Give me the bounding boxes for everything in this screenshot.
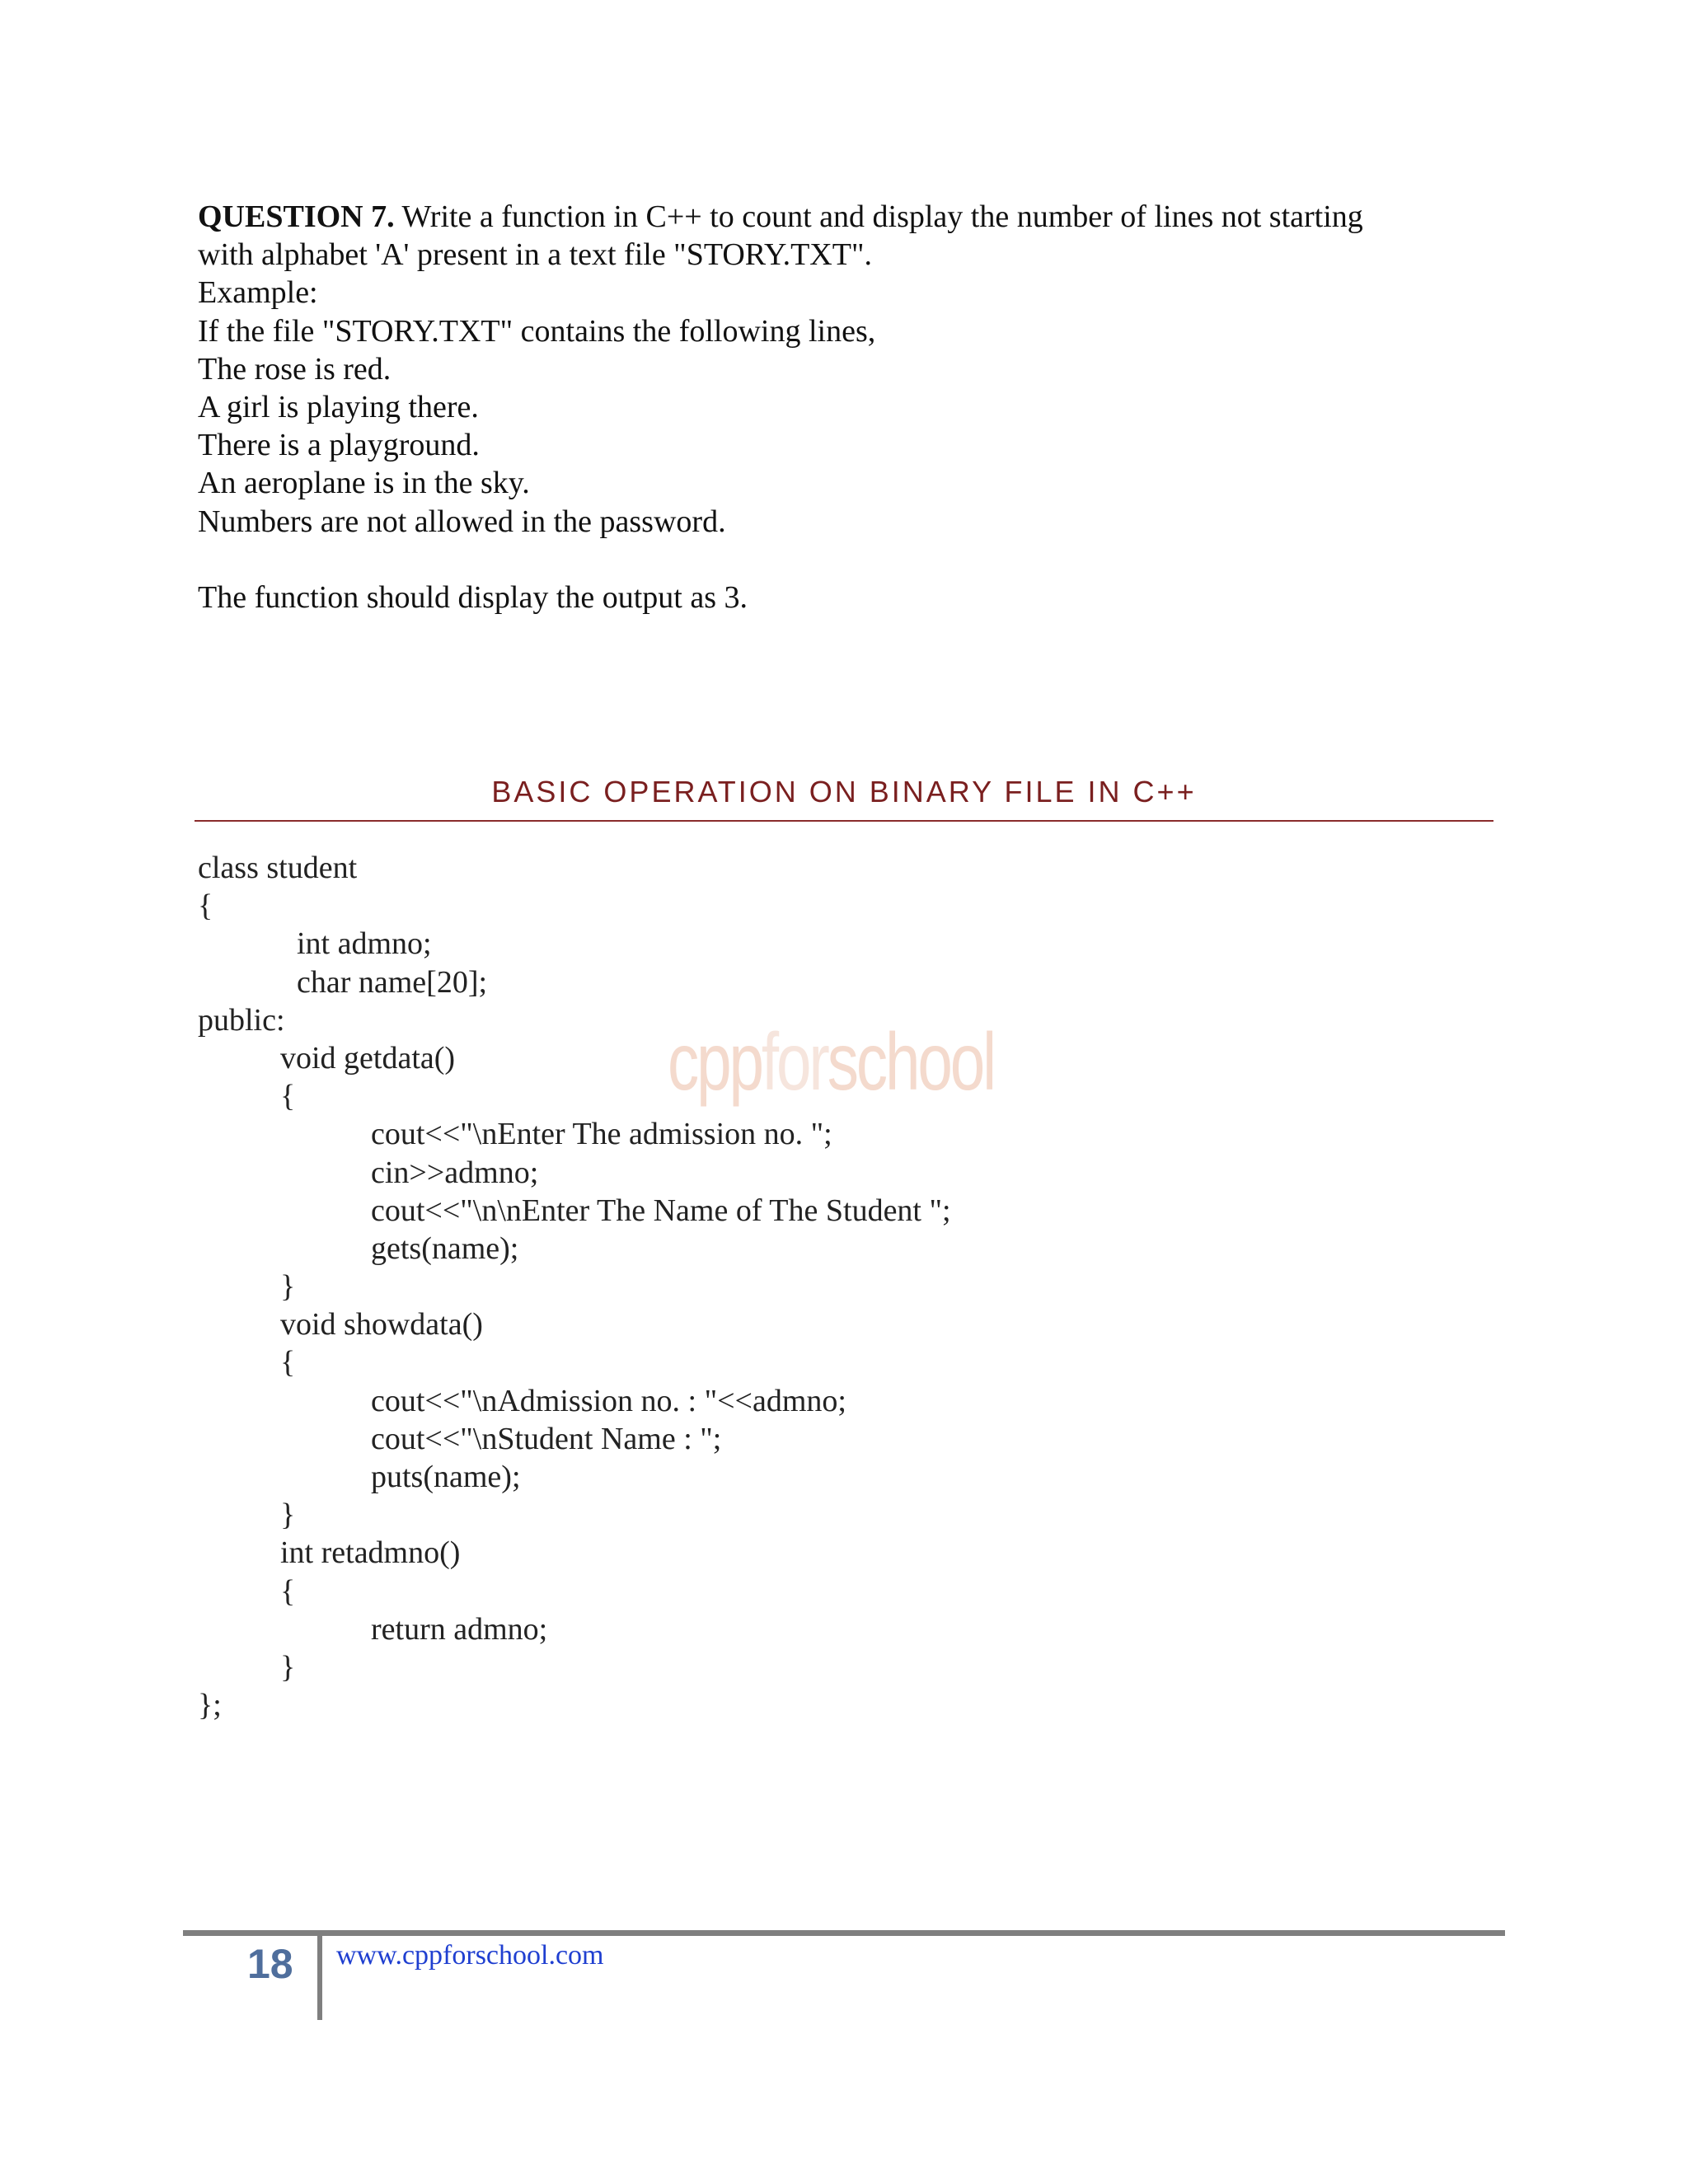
section-heading: BASIC OPERATION ON BINARY FILE IN C++ [491,775,1197,808]
example-intro: If the file "STORY.TXT" contains the following lines, [198,313,876,349]
code-line: cin>>admno; [371,1155,539,1190]
heading-divider [195,820,1493,822]
question-text-1: Write a function in C++ to count and display the number of lines not starting [394,199,1363,234]
code-line: } [280,1269,296,1305]
footer-divider [183,1930,1505,1936]
question-line-1 [198,198,1517,236]
code-line: return admno; [371,1611,548,1647]
code-line: { [280,1345,296,1380]
code-line: cout<<"\nEnter The admission no. "; [371,1117,832,1152]
code-line: char name[20]; [297,964,488,1000]
code-listing [198,849,1434,1724]
expected-output: The function should display the output as 3. [198,580,748,616]
page-number: 18 [247,1941,293,1987]
code-line: gets(name); [371,1230,519,1266]
code-line: cout<<"\nAdmission no. : "<<admno; [371,1383,846,1418]
code-line: } [280,1649,296,1685]
code-line: }; [198,1688,222,1723]
footer-vertical-divider [317,1933,322,2020]
example-line: Numbers are not allowed in the password. [198,504,726,539]
example-line: A girl is playing there. [198,390,479,425]
code-line: class student [198,851,358,885]
question-label: QUESTION 7. [198,199,395,234]
code-line: { [280,1573,296,1609]
example-label: Example: [198,275,318,311]
example-line: There is a playground. [198,428,480,463]
example-line: An aeroplane is in the sky. [198,466,530,501]
code-line: int admno; [297,926,432,962]
code-line: void getdata() [280,1040,456,1076]
code-line: puts(name); [371,1460,521,1494]
footer-website-link[interactable]: www.cppforschool.com [336,1940,604,1971]
code-line: public: [198,1002,285,1038]
question-line-2: with alphabet 'A' present in a text file "STORY.TXT". [198,237,872,273]
code-line: } [280,1497,296,1533]
code-line: { [280,1079,296,1114]
code-line: int retadmno() [280,1535,461,1571]
question-block [198,198,1517,616]
blank-line [198,541,1517,579]
watermark-logo: cppforschool [668,1016,994,1107]
code-line: cout<<"\nStudent Name : "; [371,1421,722,1456]
code-line: cout<<"\n\nEnter The Name of The Student "; [371,1193,951,1228]
code-line: { [198,888,213,924]
code-line: void showdata() [280,1307,483,1343]
example-line: The rose is red. [198,351,392,387]
